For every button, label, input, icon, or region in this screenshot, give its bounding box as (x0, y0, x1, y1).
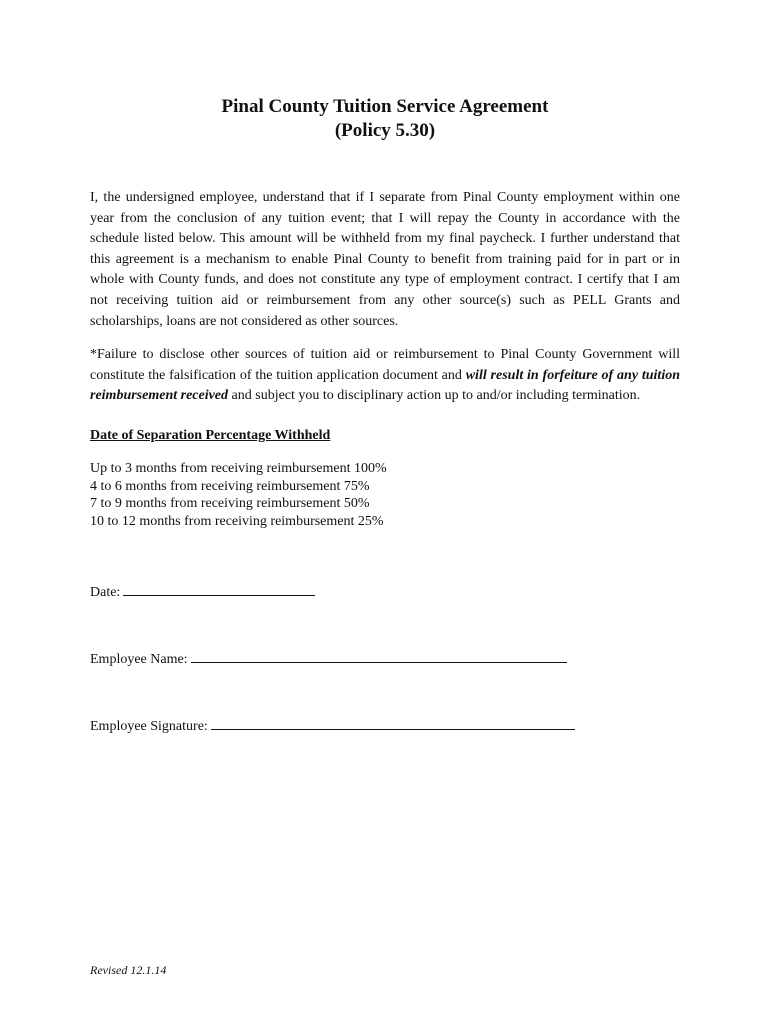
employee-name-label: Employee Name: (90, 652, 188, 667)
schedule-item: 10 to 12 months from receiving reimbursement 25% (90, 513, 384, 529)
employee-signature-label: Employee Signature: (90, 719, 208, 734)
withholding-schedule (90, 460, 387, 530)
employee-signature-blank-line[interactable] (211, 714, 575, 730)
failure-text-start: *Failure to disclose other sources of tuition aid or reimbursement to Pinal County Government will constitute the falsification of the tuition application document and (90, 347, 680, 383)
employee-name-field (90, 647, 567, 670)
schedule-item: 7 to 9 months from receiving reimbursement 50% (90, 496, 370, 511)
employee-signature-field (90, 714, 575, 737)
date-field (90, 580, 315, 603)
document-title: Pinal County Tuition Service Agreement (221, 96, 549, 117)
date-blank-line[interactable] (123, 580, 315, 596)
policy-number: (Policy 5.30) (334, 120, 436, 141)
forfeiture-emphasis: will result in forfeiture of any tuition reimbursement received (90, 367, 680, 404)
date-label: Date: (90, 585, 121, 600)
schedule-item: Up to 3 months from receiving reimbursement 100% (90, 461, 387, 476)
failure-text-end: and subject you to disciplinary action up to and/or including termination. (228, 388, 641, 404)
agreement-paragraph: I, the undersigned employee, understand that if I separate from Pinal County employment within one year from the conclusion of any tuition event; that I will repay the County in accordance with the schedule listed below. This amount will be withheld from my final paycheck. I further understand that this agreement is a mechanism to enable Pinal County to benefit from training paid for in part or in whole with County funds, and does not constitute any type of employment contract. I certify that I am not receiving tuition aid or reimbursement from any other source(s) such as PELL Grants and scholarships, loans are not considered as other sources. (90, 190, 680, 329)
failure-disclosure-paragraph (90, 345, 680, 407)
schedule-heading: Date of Separation Percentage Withheld (90, 428, 331, 443)
schedule-item: 4 to 6 months from receiving reimbursement 75% (90, 478, 370, 494)
employee-name-blank-line[interactable] (191, 647, 567, 663)
revision-note: Revised 12.1.14 (90, 963, 167, 977)
